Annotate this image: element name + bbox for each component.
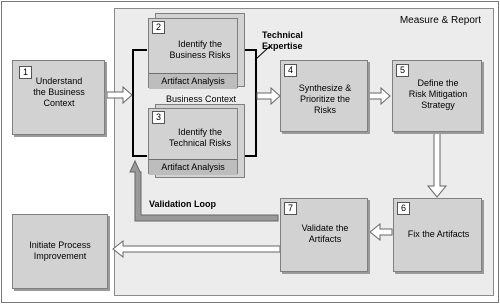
step-3-box — [148, 108, 238, 174]
step-4-box — [280, 60, 368, 132]
initiate-improvement-box — [12, 214, 108, 289]
step-1-label: Understand the Business Context — [33, 76, 85, 108]
step-3-number: 3 — [152, 111, 165, 124]
step-3-artifact-analysis: Artifact Analysis — [149, 159, 237, 175]
step-6-label: Fix the Artifacts — [407, 229, 470, 239]
measure-report-label: Measure & Report — [399, 15, 481, 26]
step-5-label: Define the Risk Mitigation Strategy — [408, 78, 468, 110]
step-1-box — [12, 60, 105, 135]
arrow-7-to-initiate — [113, 241, 280, 257]
step-4-label: Synthesize & Prioritize the Risks — [298, 83, 352, 115]
business-context-label: Business Context — [166, 94, 237, 104]
bracket-left — [133, 50, 147, 156]
step-2-artifact-analysis: Artifact Analysis — [149, 73, 237, 89]
validation-loop-label: Validation Loop — [149, 199, 216, 209]
step-3-label: Identify the Technical Risks — [168, 127, 232, 148]
step-2-box — [148, 18, 238, 88]
arrow-1-to-2 — [107, 87, 132, 103]
step-7-label: Validate the Artifacts — [301, 223, 349, 244]
step-1-number: 1 — [19, 66, 32, 79]
step-7-number: 7 — [284, 202, 297, 215]
step-6-number: 6 — [397, 202, 410, 215]
step-5-box — [392, 60, 482, 132]
step-2-label: Identify the Business Risks — [169, 39, 231, 60]
initiate-improvement-label: Initiate Process Improvement — [29, 240, 91, 261]
step-4-number: 4 — [284, 64, 297, 77]
step-6-box — [393, 198, 482, 272]
step-5-number: 5 — [396, 64, 409, 77]
technical-expertise-label: Technical Expertise — [262, 30, 303, 51]
step-7-box — [280, 198, 368, 272]
arrow-4-to-5 — [368, 88, 390, 104]
step-2-number: 2 — [152, 21, 165, 34]
arrow-5-to-6 — [428, 133, 446, 197]
arrow-6-to-7 — [370, 224, 392, 240]
arrow-to-4 — [257, 88, 280, 104]
